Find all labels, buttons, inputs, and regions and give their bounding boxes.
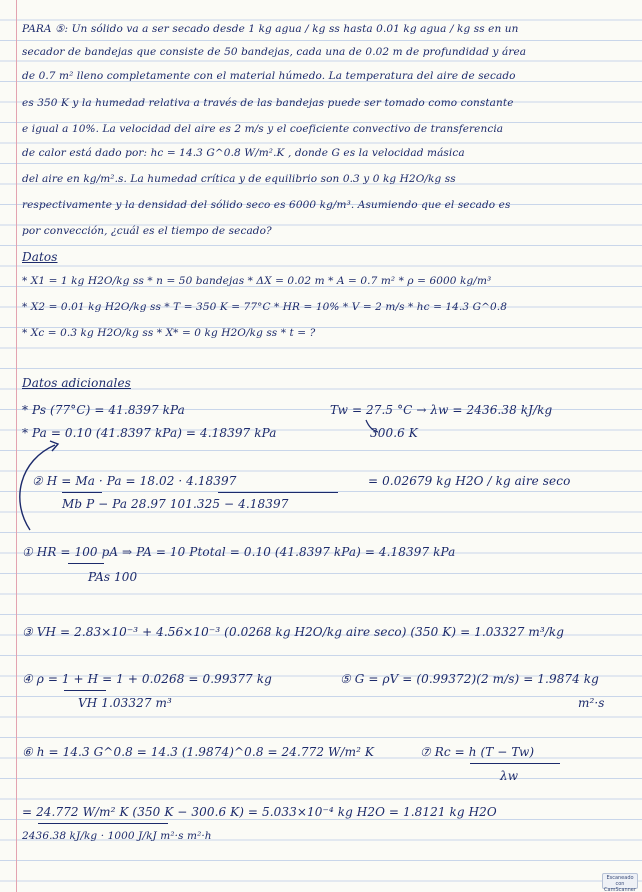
problem-line: por convección, ¿cuál es el tiempo de secado? <box>22 225 272 237</box>
problem-line: de 0.7 m² lleno completamente con el material húmedo. La temperatura del aire de secado <box>22 70 516 82</box>
step6-equation: ⑥ h = 14.3 G^0.8 = 14.3 (1.9874)^0.8 = 24.772 W/m² K <box>22 745 374 759</box>
pa-value: * Pa = 0.10 (41.8397 kPa) = 4.18397 kPa <box>22 426 277 440</box>
step5-units: m²·s <box>578 696 605 710</box>
problem-line: del aire en kg/m².s. La humedad crítica y de equilibrio son 0.3 y 0 kg H2O/kg ss <box>22 173 456 185</box>
adicionales-title: Datos adicionales <box>22 376 131 390</box>
step8-equation: = 24.772 W/m² K (350 K − 300.6 K) = 5.033×10⁻⁴ kg H2O = 1.8121 kg H2O <box>22 805 497 819</box>
step4-equation: ④ ρ = 1 + H = 1 + 0.0268 = 0.99377 kg <box>22 672 272 686</box>
watermark-line: Escaneado con <box>606 875 634 887</box>
datos-row: * Xc = 0.3 kg H2O/kg ss * X* = 0 kg H2O/kg ss * t = ? <box>22 327 316 339</box>
problem-line: de calor está dado por: hc = 14.3 G^0.8 W/m².K , donde G es la velocidad másica <box>22 147 465 159</box>
tw-value: Tw = 27.5 °C → λw = 2436.38 kJ/kg <box>330 403 553 417</box>
ps-value: * Ps (77°C) = 41.8397 kPa <box>22 403 185 417</box>
problem-line: es 350 K y la humedad relativa a través de las bandejas puede ser tomado como constante <box>22 97 514 109</box>
step2-denominator: Mb P − Pa 28.97 101.325 − 4.18397 <box>62 497 289 511</box>
step7-equation: ⑦ Rc = h (T − Tw) <box>420 745 535 759</box>
datos-row: * X1 = 1 kg H2O/kg ss * n = 50 bandejas * ΔX = 0.02 m * A = 0.7 m² * ρ = 6000 kg/m³ <box>22 275 492 287</box>
step1-equation: ① HR = 100 pA ⇒ PA = 10 Ptotal = 0.10 (41.8397 kPa) = 4.18397 kPa <box>22 545 456 559</box>
step7-denominator: λw <box>500 769 519 783</box>
step8-denominator: 2436.38 kJ/kg · 1000 J/kJ m²·s m²·h <box>22 830 212 842</box>
problem-line: respectivamente y la densidad del sólido seco es 6000 kg/m³. Asumiendo que el secado es <box>22 199 511 211</box>
problem-line: PARA ⑤: Un sólido va a ser secado desde 1 kg agua / kg ss hasta 0.01 kg agua / kg ss en un <box>22 23 519 35</box>
step4-denominator: VH 1.03327 m³ <box>78 696 172 710</box>
step1-denominator: PAs 100 <box>88 570 138 584</box>
camscanner-watermark <box>602 873 638 892</box>
step3-equation: ③ VH = 2.83×10⁻³ + 4.56×10⁻³ (0.0268 kg H2O/kg aire seco) (350 K) = 1.03327 m³/kg <box>22 625 565 639</box>
problem-line: secador de bandejas que consiste de 50 bandejas, cada una de 0.02 m de profundidad y área <box>22 46 527 58</box>
datos-row: * X2 = 0.01 kg H2O/kg ss * T = 350 K = 77°C * HR = 10% * V = 2 m/s * hc = 14.3 G^0.8 <box>22 301 508 313</box>
step5-equation: ⑤ G = ρV = (0.99372)(2 m/s) = 1.9874 kg <box>340 672 599 686</box>
step2-numerator: ② H = Ma · Pa = 18.02 · 4.18397 <box>32 474 237 488</box>
datos-title: Datos <box>22 250 58 264</box>
watermark-line: CamScanner <box>604 887 636 892</box>
step2-result: = 0.02679 kg H2O / kg aire seco <box>368 474 571 488</box>
problem-line: e igual a 10%. La velocidad del aire es 2 m/s y el coeficiente convectivo de transferencia <box>22 123 504 135</box>
tw-kelvin: 300.6 K <box>370 426 418 440</box>
